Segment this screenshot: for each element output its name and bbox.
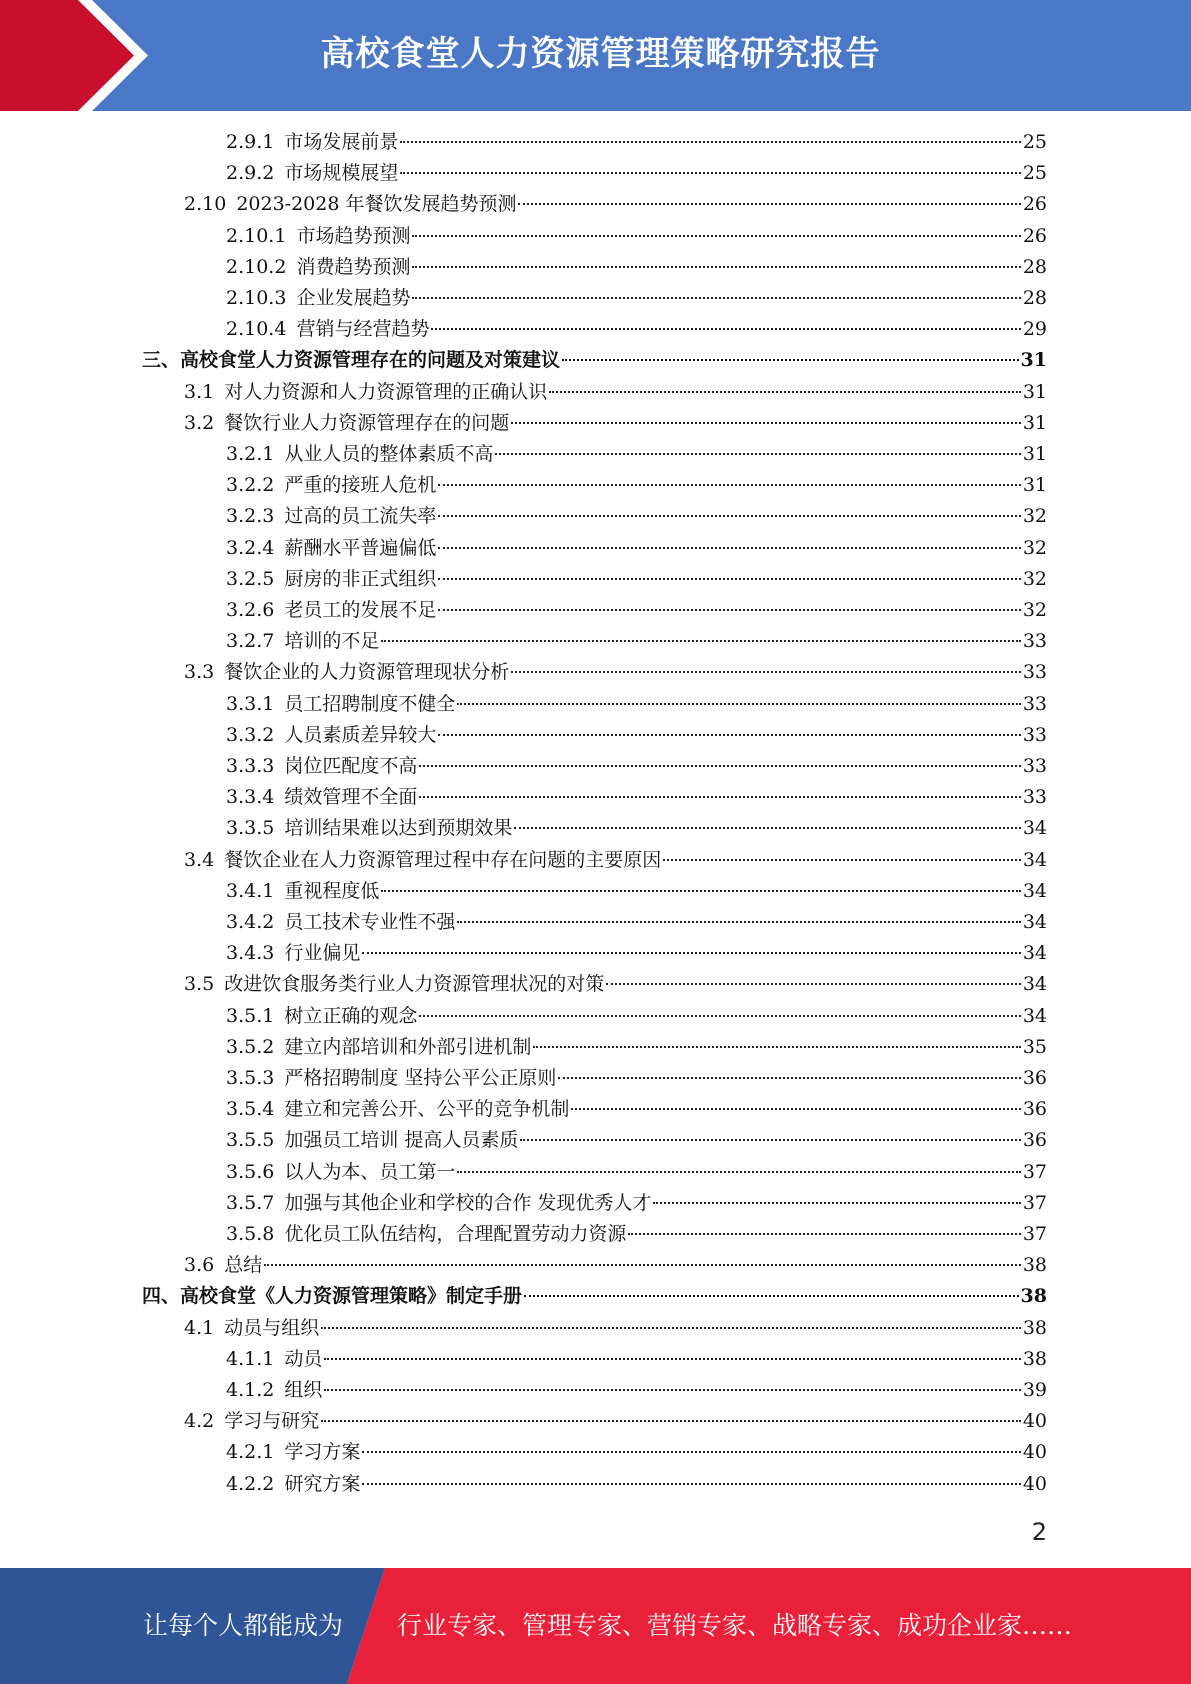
toc-entry[interactable] xyxy=(226,1094,1047,1125)
toc-entry-number: 3.3.4 xyxy=(226,786,275,809)
toc-entry-page: 36 xyxy=(1022,1067,1047,1089)
toc-entry-number: 3.5.3 xyxy=(226,1067,275,1089)
toc-entry[interactable] xyxy=(226,158,1047,189)
toc-entry-title: 学习方案 xyxy=(284,1441,361,1464)
toc-entry-number: 3.4.3 xyxy=(226,942,275,965)
toc-entry-number: 3.3.1 xyxy=(226,692,275,715)
toc-entry-title: 组织 xyxy=(284,1379,323,1401)
toc-dot-leader xyxy=(514,827,1020,829)
toc-entry-number: 4.2 xyxy=(184,1410,215,1433)
toc-entry-page: 33 xyxy=(1022,786,1047,809)
toc-entry-number: 3.1 xyxy=(184,380,215,403)
toc-dot-leader xyxy=(419,1015,1020,1017)
toc-entry-page: 34 xyxy=(1022,879,1047,902)
toc-entry[interactable] xyxy=(184,1406,1047,1437)
toc-entry-title: 营销与经营趋势 xyxy=(296,318,430,341)
toc-entry[interactable] xyxy=(226,751,1047,782)
toc-dot-leader xyxy=(362,1483,1020,1485)
toc-dot-leader xyxy=(518,203,1020,205)
toc-entry-number: 3.5.4 xyxy=(226,1098,275,1121)
toc-entry-title: 学习与研究 xyxy=(224,1410,320,1433)
toc-entry[interactable] xyxy=(226,439,1047,470)
toc-dot-leader xyxy=(321,1327,1021,1329)
toc-dot-leader xyxy=(571,1108,1020,1110)
toc-entry-number: 3.5.5 xyxy=(226,1129,275,1152)
toc-entry[interactable] xyxy=(184,189,1047,220)
toc-entry[interactable] xyxy=(142,1281,1047,1312)
toc-entry-number: 2.10.2 xyxy=(226,255,287,278)
toc-entry-number: 2.10.1 xyxy=(226,224,287,247)
toc-entry-title: 建立和完善公开、公平的竞争机制 xyxy=(284,1098,570,1121)
toc-entry-page: 38 xyxy=(1022,1347,1047,1370)
toc-entry-page: 32 xyxy=(1022,567,1047,590)
toc-entry-number: 2.10.3 xyxy=(226,287,287,309)
toc-entry-number: 四、 xyxy=(142,1285,181,1308)
toc-dot-leader xyxy=(438,547,1020,549)
toc-entry-title: 市场规模展望 xyxy=(284,162,399,185)
toc-entry-page: 33 xyxy=(1022,630,1047,653)
toc-entry-title: 市场发展前景 xyxy=(284,131,399,153)
toc-entry-title: 餐饮企业的人力资源管理现状分析 xyxy=(224,661,510,684)
page-number: 2 xyxy=(1031,1518,1047,1546)
toc-entry-page: 40 xyxy=(1022,1472,1047,1495)
toc-entry-page: 33 xyxy=(1022,723,1047,746)
toc-dot-leader xyxy=(381,640,1020,642)
toc-dot-leader xyxy=(419,765,1020,767)
toc-entry-number: 3.4.2 xyxy=(226,911,275,933)
toc-entry-number: 三、 xyxy=(142,349,181,372)
toc-entry-title: 老员工的发展不足 xyxy=(284,599,437,621)
toc-entry-title: 从业人员的整体素质不高 xyxy=(284,443,494,465)
toc-dot-leader xyxy=(653,1202,1020,1204)
toc-entry-title: 餐饮行业人力资源管理存在的问题 xyxy=(224,411,510,434)
toc-entry-page: 34 xyxy=(1022,911,1047,933)
toc-entry-title: 加强与其他企业和学校的合作 发现优秀人才 xyxy=(284,1191,652,1214)
toc-entry[interactable] xyxy=(226,876,1047,907)
toc-entry[interactable] xyxy=(226,470,1047,501)
toc-dot-leader xyxy=(412,235,1020,237)
toc-dot-leader xyxy=(533,1046,1020,1048)
toc-dot-leader xyxy=(495,453,1020,455)
toc-dot-leader xyxy=(412,266,1020,268)
toc-entry-title: 重视程度低 xyxy=(284,879,380,902)
toc-entry[interactable] xyxy=(226,1188,1047,1219)
toc-entry[interactable] xyxy=(226,1063,1047,1094)
toc-dot-leader xyxy=(438,734,1020,736)
toc-dot-leader xyxy=(628,1233,1020,1235)
toc-entry-page: 37 xyxy=(1022,1160,1047,1183)
toc-entry-page: 40 xyxy=(1022,1441,1047,1464)
toc-entry-title: 绩效管理不全面 xyxy=(284,786,418,809)
toc-entry-page: 38 xyxy=(1022,1316,1047,1339)
toc-entry-page: 34 xyxy=(1022,942,1047,965)
toc-entry[interactable] xyxy=(226,283,1047,314)
toc-dot-leader xyxy=(419,796,1020,798)
toc-entry-page: 34 xyxy=(1022,848,1047,871)
footer-slogan-right: 行业专家、管理专家、营销专家、战略专家、成功企业家…… xyxy=(397,1611,1073,1640)
toc-entry-title: 过高的员工流失率 xyxy=(284,505,437,528)
toc-dot-leader xyxy=(562,359,1019,361)
toc-entry-title: 高校食堂《人力资源管理策略》制定手册 xyxy=(180,1285,523,1308)
toc-entry-title: 动员与组织 xyxy=(224,1316,320,1339)
toc-entry-title: 树立正确的观念 xyxy=(284,1004,418,1027)
toc-entry-page: 33 xyxy=(1022,692,1047,715)
toc-entry-page: 33 xyxy=(1022,755,1047,777)
toc-entry-page: 36 xyxy=(1022,1098,1047,1121)
toc-entry[interactable] xyxy=(226,1375,1047,1406)
toc-dot-leader xyxy=(457,703,1020,705)
toc-entry[interactable] xyxy=(184,1250,1047,1281)
toc-entry-title: 培训的不足 xyxy=(284,630,380,653)
toc-entry-number: 4.1.1 xyxy=(226,1347,275,1370)
toc-entry-title: 高校食堂人力资源管理存在的问题及对策建议 xyxy=(180,349,561,372)
toc-dot-leader xyxy=(524,1295,1019,1297)
toc-entry-number: 2.9.1 xyxy=(226,131,275,153)
toc-entry-number: 4.1 xyxy=(184,1316,215,1339)
toc-entry[interactable] xyxy=(226,813,1047,844)
toc-entry-number: 3.2.5 xyxy=(226,567,275,590)
toc-entry-number: 3.5.6 xyxy=(226,1160,275,1183)
toc-entry[interactable] xyxy=(226,127,1047,158)
toc-entry-number: 3.2.6 xyxy=(226,599,275,621)
toc-entry-title: 市场趋势预测 xyxy=(296,224,411,247)
toc-entry[interactable] xyxy=(142,345,1047,376)
toc-entry-title: 人员素质差异较大 xyxy=(284,723,437,746)
toc-entry[interactable] xyxy=(226,1032,1047,1063)
toc-entry-title: 研究方案 xyxy=(284,1472,361,1495)
toc-dot-leader xyxy=(511,671,1021,673)
toc-entry-number: 2.10 xyxy=(184,193,227,216)
header-bar xyxy=(0,0,1191,111)
toc-entry-number: 3.3.2 xyxy=(226,723,275,746)
toc-entry-number: 3.5.7 xyxy=(226,1191,275,1214)
toc-entry-page: 31 xyxy=(1022,474,1047,497)
document-title: 高校食堂人力资源管理策略研究报告 xyxy=(320,34,881,74)
toc-dot-leader xyxy=(264,1264,1021,1266)
toc-entry-number: 3.2.7 xyxy=(226,630,275,653)
toc-entry-page: 26 xyxy=(1022,193,1047,216)
toc-entry[interactable] xyxy=(184,845,1047,876)
toc-dot-leader xyxy=(362,1451,1020,1453)
toc-entry[interactable] xyxy=(226,252,1047,283)
toc-dot-leader xyxy=(438,515,1020,517)
toc-entry-number: 4.2.2 xyxy=(226,1472,275,1495)
toc-entry-title: 严重的接班人危机 xyxy=(284,474,437,497)
toc-entry-page: 31 xyxy=(1020,349,1047,372)
toc-entry-title: 培训结果难以达到预期效果 xyxy=(284,817,513,840)
toc-entry[interactable] xyxy=(226,1125,1047,1156)
toc-entry-title: 岗位匹配度不高 xyxy=(284,755,418,777)
toc-dot-leader xyxy=(400,172,1020,174)
toc-dot-leader xyxy=(324,1358,1020,1360)
toc-entry-title: 薪酬水平普遍偏低 xyxy=(284,536,437,559)
toc-entry-number: 3.4.1 xyxy=(226,879,275,902)
toc-entry-number: 3.2.3 xyxy=(226,505,275,528)
toc-entry-page: 28 xyxy=(1022,287,1047,309)
toc-entry-number: 4.1.2 xyxy=(226,1379,275,1401)
toc-entry[interactable] xyxy=(184,1313,1047,1344)
toc-dot-leader xyxy=(412,297,1020,299)
toc-entry[interactable] xyxy=(226,1469,1047,1500)
toc-entry-page: 34 xyxy=(1022,1004,1047,1027)
toc-entry-title: 企业发展趋势 xyxy=(296,287,411,309)
toc-entry-page: 32 xyxy=(1022,599,1047,621)
toc-entry-page: 26 xyxy=(1022,224,1047,247)
toc-entry[interactable] xyxy=(226,689,1047,720)
toc-entry-title: 厨房的非正式组织 xyxy=(284,567,437,590)
toc-dot-leader xyxy=(663,859,1021,861)
toc-entry-title: 严格招聘制度 坚持公平公正原则 xyxy=(284,1067,557,1089)
toc-entry-number: 3.3 xyxy=(184,661,215,684)
toc-entry-page: 25 xyxy=(1022,131,1047,153)
toc-entry-page: 28 xyxy=(1022,255,1047,278)
toc-entry-page: 32 xyxy=(1022,505,1047,528)
toc-dot-leader xyxy=(457,1171,1020,1173)
toc-entry-number: 3.2.4 xyxy=(226,536,275,559)
toc-entry-number: 3.2 xyxy=(184,411,215,434)
toc-dot-leader xyxy=(362,952,1020,954)
toc-entry-page: 31 xyxy=(1022,411,1047,434)
toc-dot-leader xyxy=(400,141,1020,143)
toc-entry[interactable] xyxy=(226,564,1047,595)
toc-entry[interactable] xyxy=(226,938,1047,969)
toc-entry-page: 37 xyxy=(1022,1223,1047,1245)
toc-entry-page: 29 xyxy=(1022,318,1047,341)
toc-entry-number: 3.5.2 xyxy=(226,1035,275,1058)
toc-entry[interactable] xyxy=(184,657,1047,688)
toc-dot-leader xyxy=(324,1389,1020,1391)
toc-entry-number: 3.6 xyxy=(184,1254,215,1277)
toc-dot-leader xyxy=(606,983,1021,985)
toc-dot-leader xyxy=(457,921,1020,923)
toc-entry-title: 对人力资源和人力资源管理的正确认识 xyxy=(224,380,548,403)
toc-entry-number: 3.2.2 xyxy=(226,474,275,497)
toc-dot-leader xyxy=(321,1420,1021,1422)
toc-dot-leader xyxy=(431,328,1020,330)
toc-entry-page: 25 xyxy=(1022,162,1047,185)
toc-entry-number: 3.3.3 xyxy=(226,755,275,777)
toc-entry-number: 3.4 xyxy=(184,848,215,871)
toc-entry[interactable] xyxy=(226,221,1047,252)
toc-entry-number: 4.2.1 xyxy=(226,1441,275,1464)
toc-entry-number: 3.5.8 xyxy=(226,1223,275,1245)
toc-entry-title: 餐饮企业在人力资源管理过程中存在问题的主要原因 xyxy=(224,848,662,871)
toc-dot-leader xyxy=(520,1139,1020,1141)
toc-dot-leader xyxy=(511,422,1021,424)
toc-entry-number: 3.3.5 xyxy=(226,817,275,840)
toc-entry[interactable] xyxy=(226,1157,1047,1188)
toc-dot-leader xyxy=(438,484,1020,486)
toc-entry-number: 3.2.1 xyxy=(226,443,275,465)
toc-entry-number: 2.10.4 xyxy=(226,318,287,341)
toc-entry[interactable] xyxy=(226,501,1047,532)
toc-dot-leader xyxy=(558,1077,1020,1079)
toc-entry-page: 31 xyxy=(1022,380,1047,403)
toc-entry[interactable] xyxy=(226,1219,1047,1250)
toc-entry-page: 40 xyxy=(1022,1410,1047,1433)
toc-dot-leader xyxy=(381,890,1020,892)
toc-entry-page: 34 xyxy=(1022,817,1047,840)
toc-entry[interactable] xyxy=(226,314,1047,345)
footer-banner xyxy=(0,1568,1191,1684)
toc-entry-title: 员工技术专业性不强 xyxy=(284,911,456,933)
toc-entry-title: 消费趋势预测 xyxy=(296,255,411,278)
toc-entry-title: 行业偏见 xyxy=(284,942,361,965)
toc-entry-title: 2023-2028 年餐饮发展趋势预测 xyxy=(236,193,517,216)
toc-entry-title: 总结 xyxy=(224,1254,263,1277)
toc-entry-page: 35 xyxy=(1022,1035,1047,1058)
toc-entry[interactable] xyxy=(226,626,1047,657)
toc-entry-page: 38 xyxy=(1020,1285,1047,1308)
toc-entry-page: 36 xyxy=(1022,1129,1047,1152)
toc-entry-page: 31 xyxy=(1022,443,1047,465)
toc-entry-title: 改进饮食服务类行业人力资源管理状况的对策 xyxy=(224,973,605,996)
toc-entry[interactable] xyxy=(226,595,1047,626)
toc-entry[interactable] xyxy=(226,720,1047,751)
toc-entry-title: 员工招聘制度不健全 xyxy=(284,692,456,715)
toc-entry[interactable] xyxy=(184,408,1047,439)
footer-slogan-left: 让每个人都能成为 xyxy=(143,1611,344,1640)
toc-entry-title: 以人为本、员工第一 xyxy=(284,1160,456,1183)
toc-entry[interactable] xyxy=(184,377,1047,408)
toc-entry[interactable] xyxy=(226,533,1047,564)
toc-dot-leader xyxy=(438,578,1020,580)
toc-entry[interactable] xyxy=(184,969,1047,1000)
toc-entry-page: 39 xyxy=(1022,1379,1047,1401)
toc-entry[interactable] xyxy=(226,1437,1047,1468)
toc-entry-title: 优化员工队伍结构，合理配置劳动力资源 xyxy=(284,1223,627,1245)
toc-entry[interactable] xyxy=(226,782,1047,813)
toc-dot-leader xyxy=(438,609,1020,611)
toc-entry-number: 3.5.1 xyxy=(226,1004,275,1027)
toc-entry[interactable] xyxy=(226,907,1047,938)
toc-entry-number: 3.5 xyxy=(184,973,215,996)
toc-entry[interactable] xyxy=(226,1001,1047,1032)
toc-entry-title: 加强员工培训 提高人员素质 xyxy=(284,1129,519,1152)
toc-entry[interactable] xyxy=(226,1344,1047,1375)
toc-entry-title: 建立内部培训和外部引进机制 xyxy=(284,1035,532,1058)
toc-entry-title: 动员 xyxy=(284,1347,323,1370)
toc-entry-page: 33 xyxy=(1022,661,1047,684)
toc-entry-number: 2.9.2 xyxy=(226,162,275,185)
toc-dot-leader xyxy=(549,391,1021,393)
toc-entry-page: 38 xyxy=(1022,1254,1047,1277)
toc-entry-page: 32 xyxy=(1022,536,1047,559)
toc-entry-page: 37 xyxy=(1022,1191,1047,1214)
toc-entry-page: 34 xyxy=(1022,973,1047,996)
